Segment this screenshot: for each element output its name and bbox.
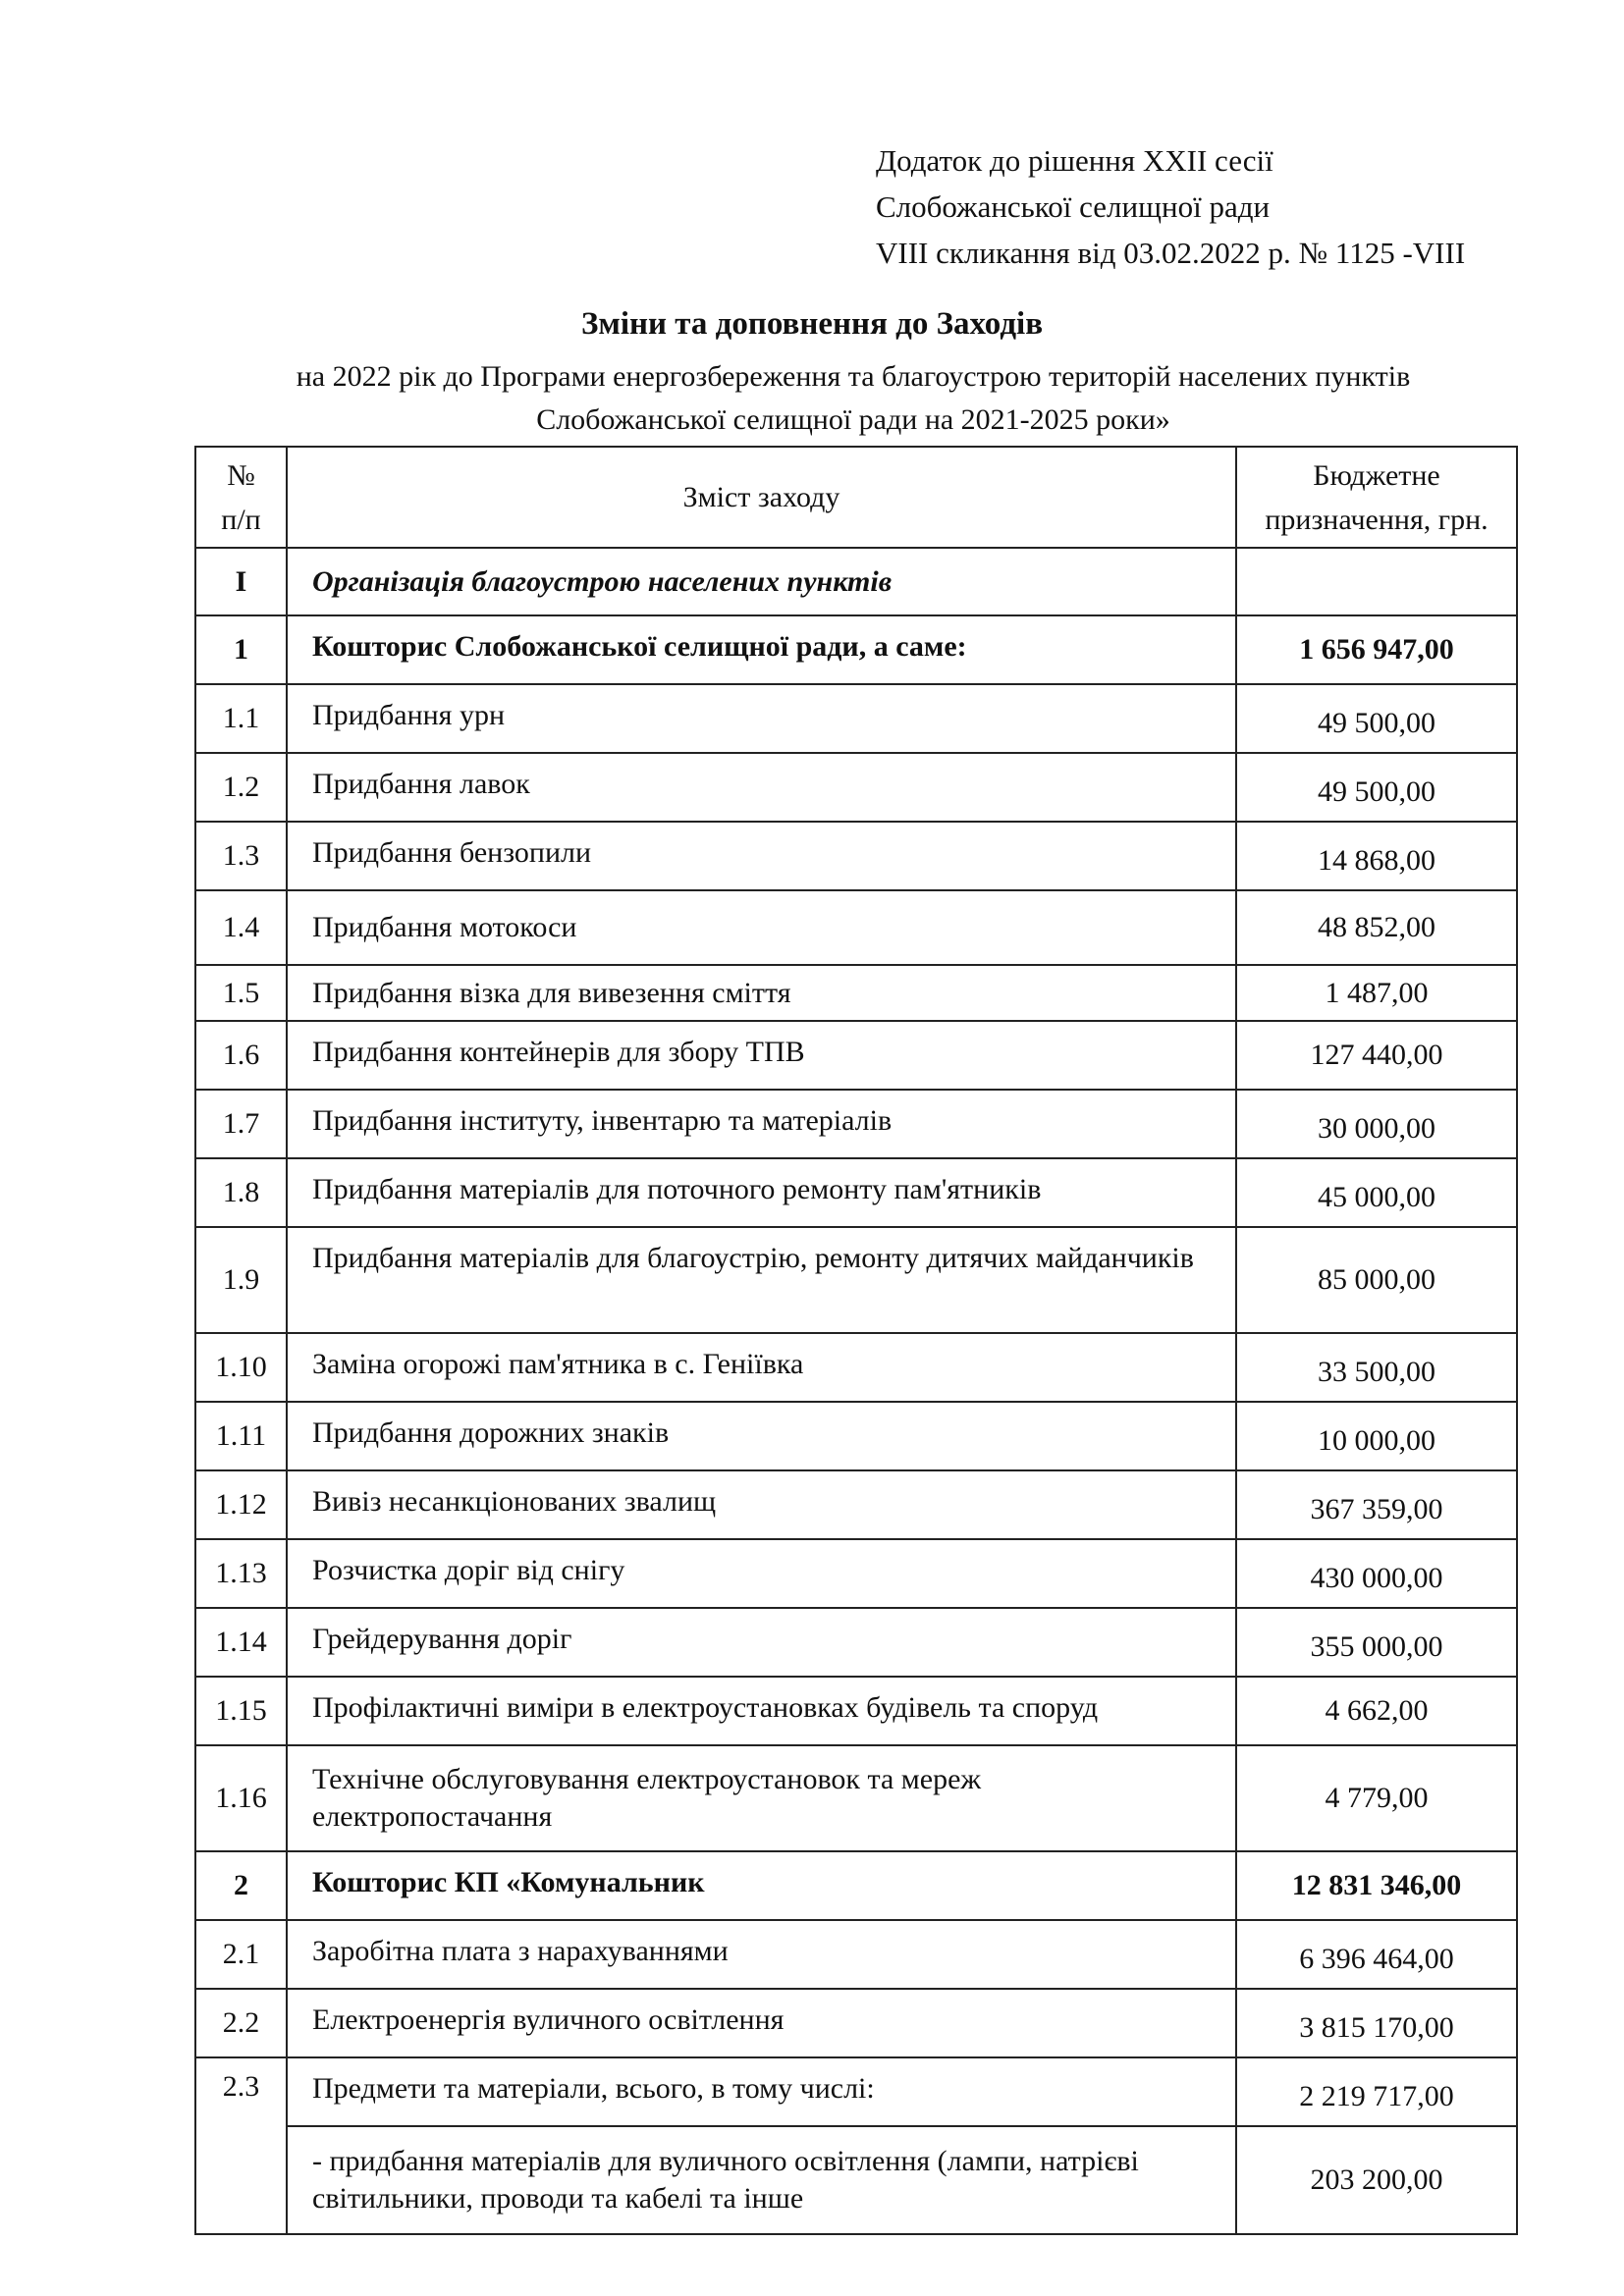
row-number: 1 [195,615,287,684]
row-value: 203 200,00 [1236,2126,1517,2234]
row-number: 1.7 [195,1090,287,1158]
row-value: 49 500,00 [1236,753,1517,822]
row-number: I [195,548,287,615]
table-row [195,1608,1517,1677]
row-number: 1.12 [195,1470,287,1539]
row-number: 1.3 [195,822,287,890]
decision-header [876,137,1465,276]
table-row [195,890,1517,965]
table-row [195,965,1517,1021]
row-number: 1.8 [195,1158,287,1227]
row-value: 30 000,00 [1236,1090,1517,1158]
row-text: Заміна огорожі пам'ятника в с. Геніївка [287,1333,1236,1402]
row-number: 2.3 [195,2057,287,2234]
row-number: 2 [195,1851,287,1920]
row-value: 45 000,00 [1236,1158,1517,1227]
row-text: Придбання мотокоси [287,890,1236,965]
row-number: 1.14 [195,1608,287,1677]
table-row [195,1539,1517,1608]
row-text: Грейдерування доріг [287,1608,1236,1677]
row-number: 1.5 [195,965,287,1021]
row-text: Придбання лавок [287,753,1236,822]
row-text: Предмети та матеріали, всього, в тому числі: [287,2057,1236,2126]
row-value: 1 656 947,00 [1236,615,1517,684]
table-row [195,1021,1517,1090]
row-value: 6 396 464,00 [1236,1920,1517,1989]
table-row [195,1920,1517,1989]
row-text: Придбання дорожних знаків [287,1402,1236,1470]
row-number: 1.10 [195,1333,287,1402]
table-row [195,1745,1517,1851]
column-header-budget-line-2: призначення, грн. [1265,503,1489,536]
row-number: 1.13 [195,1539,287,1608]
document-subtitle [0,355,1624,442]
table-row [195,684,1517,753]
header-line-1: Додаток до рішення XXII сесії [876,143,1273,178]
row-value: 4 662,00 [1236,1677,1517,1745]
measures-table [194,446,1518,2235]
row-text: Заробітна плата з нарахуваннями [287,1920,1236,1989]
row-value: 430 000,00 [1236,1539,1517,1608]
row-number: 1.16 [195,1745,287,1851]
row-text: Кошторис Слобожанської селищної ради, а саме: [287,615,1236,684]
row-text: Придбання бензопили [287,822,1236,890]
row-value: 12 831 346,00 [1236,1851,1517,1920]
table-row [195,1090,1517,1158]
subtitle-line-2: Слобожанської селищної ради на 2021-2025 роки» [536,403,1170,436]
row-value: 3 815 170,00 [1236,1989,1517,2057]
table-row [195,1677,1517,1745]
table-row [195,1989,1517,2057]
row-text: Кошторис КП «Комунальник [287,1851,1236,1920]
row-text: Придбання матеріалів для благоустрію, ремонту дитячих майданчиків [287,1227,1236,1333]
row-value: 85 000,00 [1236,1227,1517,1333]
row-value: 2 219 717,00 [1236,2057,1517,2126]
table-row [195,1333,1517,1402]
header-line-3: VIII скликання від 03.02.2022 р. № 1125 -VIII [876,236,1466,270]
row-text: Придбання контейнерів для збору ТПВ [287,1021,1236,1090]
table-row [195,822,1517,890]
table-header-row [195,447,1517,548]
row-text: Придбання матеріалів для поточного ремонту пам'ятників [287,1158,1236,1227]
row-number: 1.2 [195,753,287,822]
column-header-number [195,447,287,548]
row-value: 10 000,00 [1236,1402,1517,1470]
row-text: Вивіз несанкціонованих звалищ [287,1470,1236,1539]
row-number: 1.9 [195,1227,287,1333]
row-number: 1.15 [195,1677,287,1745]
row-value: 48 852,00 [1236,890,1517,965]
row-text: Розчистка доріг від снігу [287,1539,1236,1608]
column-header-budget [1236,447,1517,548]
row-value: 1 487,00 [1236,965,1517,1021]
column-header-number-line-2: п/п [221,503,261,536]
row-number: 1.4 [195,890,287,965]
row-value: 14 868,00 [1236,822,1517,890]
row-text: - придбання матеріалів для вуличного освітлення (лампи, натрієві світильники, проводи та кабелі та інше [287,2126,1236,2234]
row-value: 33 500,00 [1236,1333,1517,1402]
row-text: Технічне обслуговування електроустановок та мереж електропостачання [287,1745,1236,1851]
row-text: Організація благоустрою населених пунктів [287,548,1236,615]
row-number: 1.1 [195,684,287,753]
row-number: 1.6 [195,1021,287,1090]
table-row-section [195,548,1517,615]
row-value: 127 440,00 [1236,1021,1517,1090]
row-value: 4 779,00 [1236,1745,1517,1851]
table-row [195,753,1517,822]
column-header-budget-line-1: Бюджетне [1313,458,1440,492]
column-header-number-line-1: № [227,458,255,492]
row-value: 49 500,00 [1236,684,1517,753]
table-row [195,2057,1517,2126]
table-row-group [195,1851,1517,1920]
table-row-subitem [195,2126,1517,2234]
row-text: Електроенергія вуличного освітлення [287,1989,1236,2057]
row-text: Придбання урн [287,684,1236,753]
table-row [195,1158,1517,1227]
row-number: 2.2 [195,1989,287,2057]
table-row [195,1227,1517,1333]
row-text: Профілактичні виміри в електроустановках будівель та споруд [287,1677,1236,1745]
row-value: 355 000,00 [1236,1608,1517,1677]
document-title: Зміни та доповнення до Заходів [580,306,1044,342]
table-row [195,1402,1517,1470]
row-number: 2.1 [195,1920,287,1989]
column-header-content: Зміст заходу [287,447,1236,548]
row-text: Придбання інституту, інвентарю та матеріалів [287,1090,1236,1158]
row-value [1236,548,1517,615]
row-text: Придбання візка для вивезення сміття [287,965,1236,1021]
table-row-group [195,615,1517,684]
header-line-2: Слобожанської селищної ради [876,189,1271,224]
table-row [195,1470,1517,1539]
row-number: 1.11 [195,1402,287,1470]
subtitle-line-1: на 2022 рік до Програми енергозбереження та благоустрою територій населених пунктів [296,360,1411,393]
row-value: 367 359,00 [1236,1470,1517,1539]
